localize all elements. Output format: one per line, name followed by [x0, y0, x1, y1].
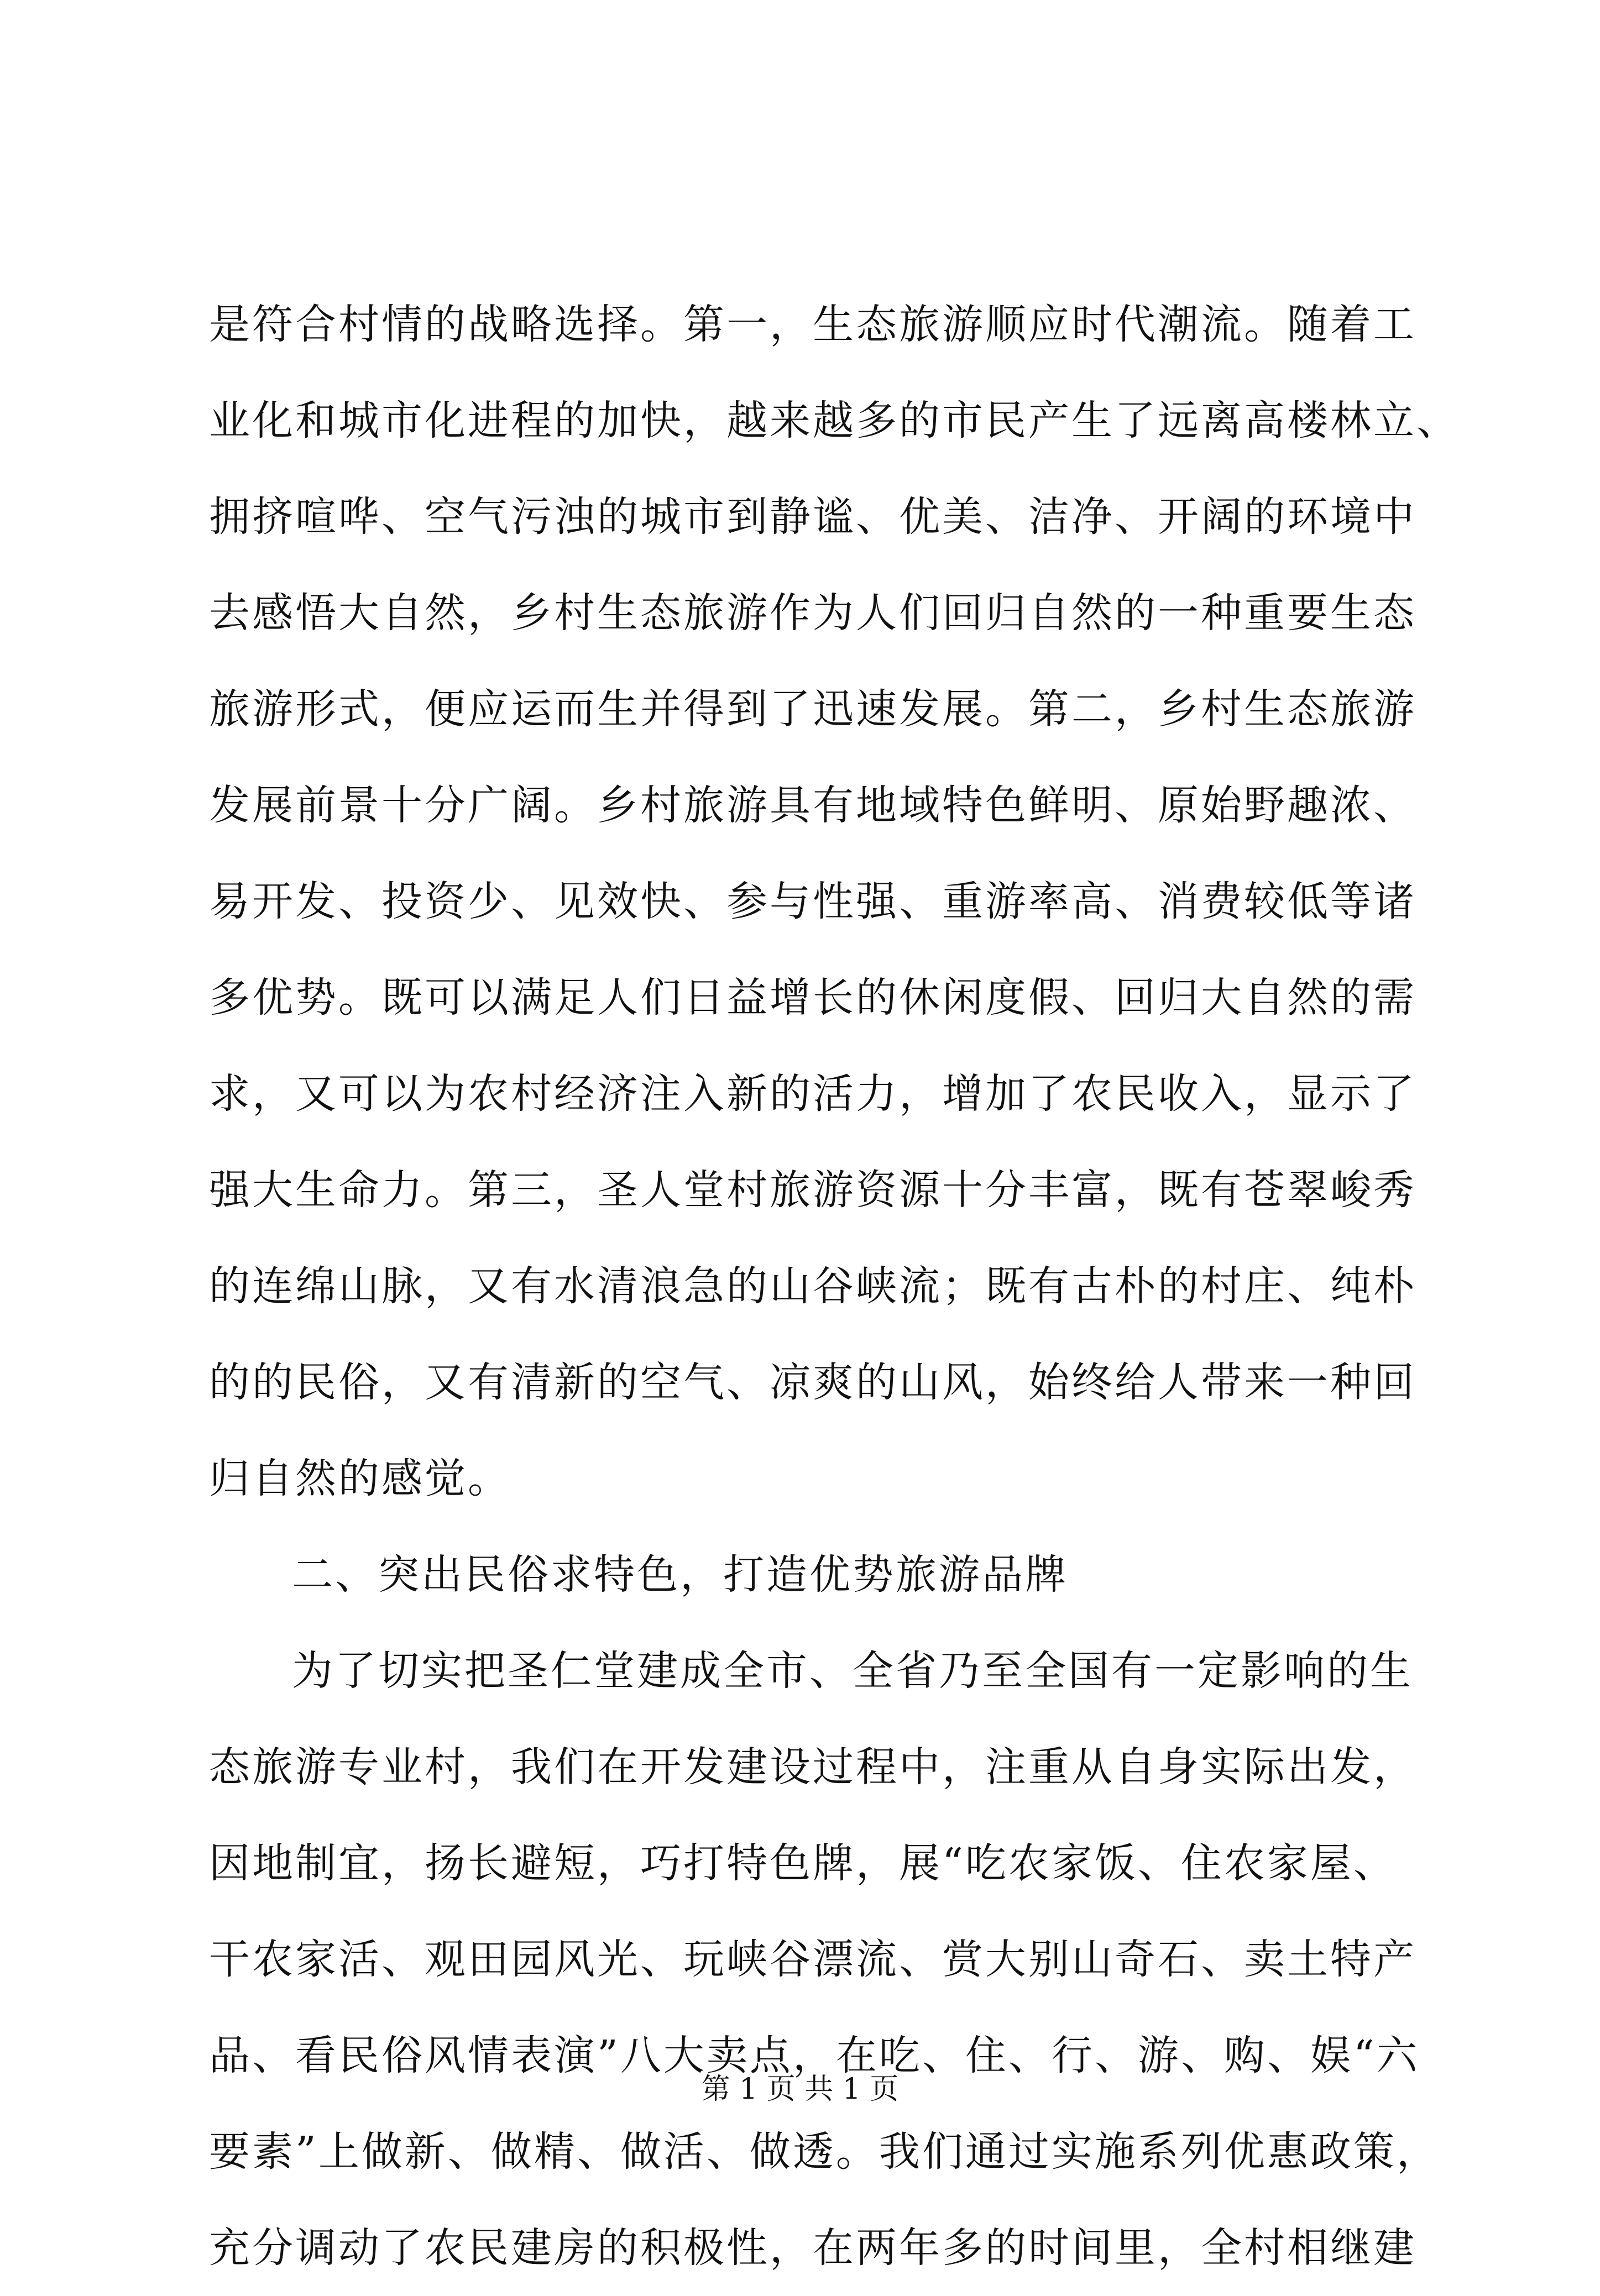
text-line: 多优势。既可以满足人们日益增长的休闲度假、回归大自然的需	[209, 974, 1416, 1021]
section-heading: 二、突出民俗求特色，打造优势旅游品牌	[292, 1551, 1068, 1598]
text-line: 干农家活、观田园风光、玩峡谷漂流、赏大别山奇石、卖土特产	[209, 1936, 1416, 1983]
text-line: 发展前景十分广阔。乡村旅游具有地域特色鲜明、原始野趣浓、	[209, 782, 1416, 829]
text-line: 品、看民俗风情表演”八大卖点，在吃、住、行、游、购、娱“六	[209, 2032, 1420, 2079]
text-line: 的的民俗，又有清新的空气、凉爽的山风，始终给人带来一种回	[209, 1359, 1416, 1406]
text-line: 因地制宜，扬长避短，巧打特色牌，展“吃农家饭、住农家屋、	[209, 1839, 1397, 1887]
document-body	[209, 276, 1460, 2296]
text-line: 归自然的感觉。	[209, 1455, 511, 1502]
text-line: 是符合村情的战略选择。第一，生态旅游顺应时代潮流。随着工	[209, 301, 1416, 348]
text-line: 充分调动了农民建房的积极性，在两年多的时间里，全村相继建	[209, 2224, 1416, 2272]
text-line: 去感悟大自然，乡村生态旅游作为人们回归自然的一种重要生态	[209, 589, 1416, 637]
text-line: 要素”上做新、做精、做活、做透。我们通过实施系列优惠政策，	[209, 2128, 1440, 2176]
text-line: 的连绵山脉，又有水清浪急的山谷峡流；既有古朴的村庄、纯朴	[209, 1262, 1416, 1310]
text-line: 业化和城市化进程的加快，越来越多的市民产生了远离高楼林立、	[209, 397, 1460, 444]
text-line: 旅游形式，便应运而生并得到了迅速发展。第二，乡村生态旅游	[209, 685, 1416, 733]
paragraph-first-line: 为了切实把圣仁堂建成全市、全省乃至全国有一定影响的生	[292, 1647, 1413, 1695]
text-line: 强大生命力。第三，圣人堂村旅游资源十分丰富，既有苍翠峻秀	[209, 1166, 1416, 1214]
text-line: 易开发、投资少、见效快、参与性强、重游率高、消费较低等诸	[209, 878, 1416, 925]
text-line: 求，又可以为农村经济注入新的活力，增加了农民收入，显示了	[209, 1070, 1416, 1118]
text-line: 拥挤喧哗、空气污浊的城市到静谧、优美、洁净、开阔的环境中	[209, 493, 1416, 541]
text-line: 态旅游专业村，我们在开发建设过程中，注重从自身实际出发，	[209, 1743, 1416, 1791]
page-number-footer: 第 1 页 共 1 页	[701, 2073, 899, 2106]
